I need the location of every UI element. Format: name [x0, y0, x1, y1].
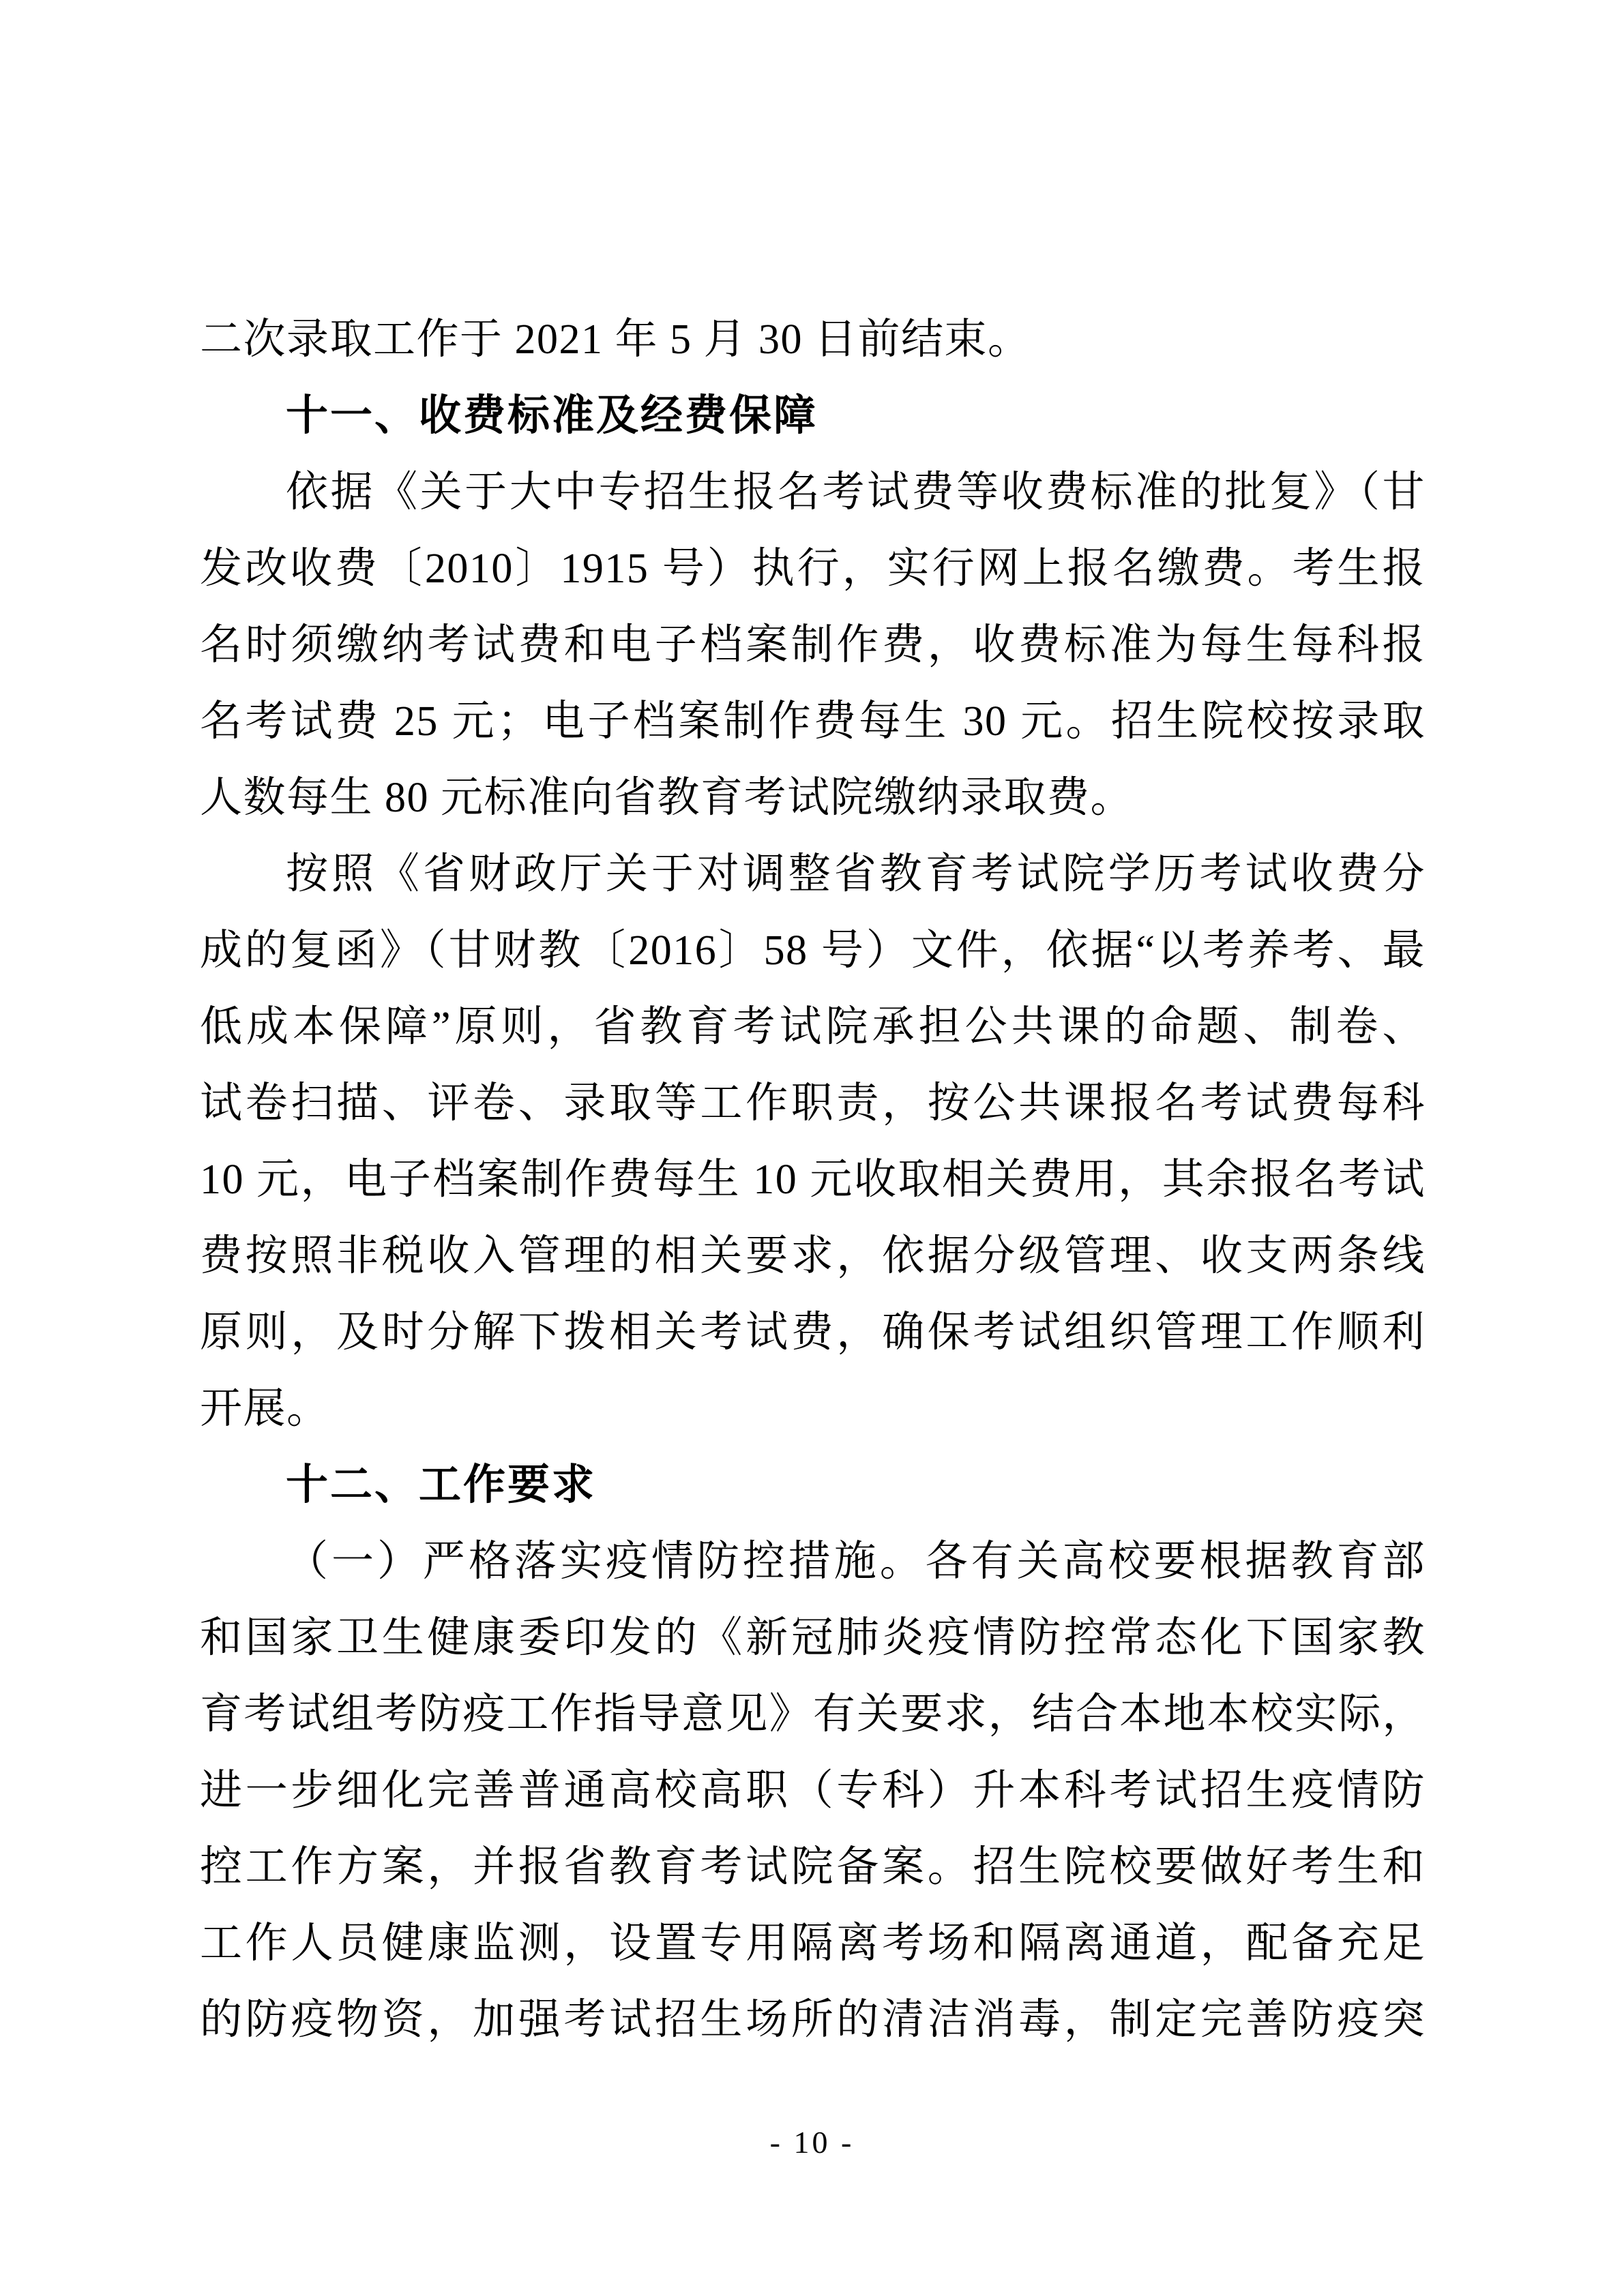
text-line: 和国家卫生健康委印发的《新冠肺炎疫情防控常态化下国家教 [200, 1615, 1426, 1661]
text-line: 试卷扫描、评卷、录取等工作职责，按公共课报名考试费每科 [200, 1080, 1426, 1127]
text-line: 成的复函》（甘财教〔2016〕58 号）文件，依据“以考养考、最 [200, 927, 1426, 974]
text-line: 原则，及时分解下拨相关考试费，确保考试组织管理工作顺利 [200, 1309, 1426, 1356]
text-line: 进一步细化完善普通高校高职（专科）升本科考试招生疫情防 [200, 1768, 1426, 1814]
text-line: 人数每生 80 元标准向省教育考试院缴纳录取费。 [200, 775, 1134, 821]
text-line: 费按照非税收入管理的相关要求，依据分级管理、收支两条线 [200, 1233, 1426, 1279]
text-line: 名考试费 25 元；电子档案制作费每生 30 元。招生院校按录取 [200, 698, 1426, 745]
text-line: 的防疫物资，加强考试招生场所的清洁消毒，制定完善防疫突 [200, 1997, 1426, 2043]
text-line: 名时须缴纳考试费和电子档案制作费，收费标准为每生每科报 [200, 622, 1426, 668]
text-line: 低成本保障”原则，省教育考试院承担公共课的命题、制卷、 [200, 1004, 1426, 1050]
text-line: 发改收费〔2010〕1915 号）执行，实行网上报名缴费。考生报 [200, 546, 1426, 592]
text-line: 开展。 [200, 1386, 330, 1432]
text-line: 二次录取工作于 2021 年 5 月 30 日前结束。 [200, 316, 1031, 363]
text-line: 按照《省财政厅关于对调整省教育考试院学历考试收费分 [286, 851, 1426, 897]
text-line: 控工作方案，并报省教育考试院备案。招生院校要做好考生和 [200, 1844, 1426, 1890]
text-line: 工作人员健康监测，设置专用隔离考场和隔离通道，配备充足 [200, 1920, 1426, 1967]
section-heading-12: 十二、工作要求 [286, 1461, 597, 1508]
page-number: - 10 - [769, 2125, 855, 2160]
text-line: 育考试组考防疫工作指导意见》有关要求，结合本地本校实际， [200, 1691, 1426, 1738]
text-line: 依据《关于大中专招生报名考试费等收费标准的批复》（甘 [286, 469, 1426, 516]
section-heading-11: 十一、收费标准及经费保障 [286, 392, 818, 439]
text-line: 10 元，电子档案制作费每生 10 元收取相关费用，其余报名考试 [200, 1157, 1426, 1203]
text-line: （一）严格落实疫情防控措施。各有关高校要根据教育部 [286, 1538, 1426, 1585]
document-text-block [200, 301, 1426, 2058]
